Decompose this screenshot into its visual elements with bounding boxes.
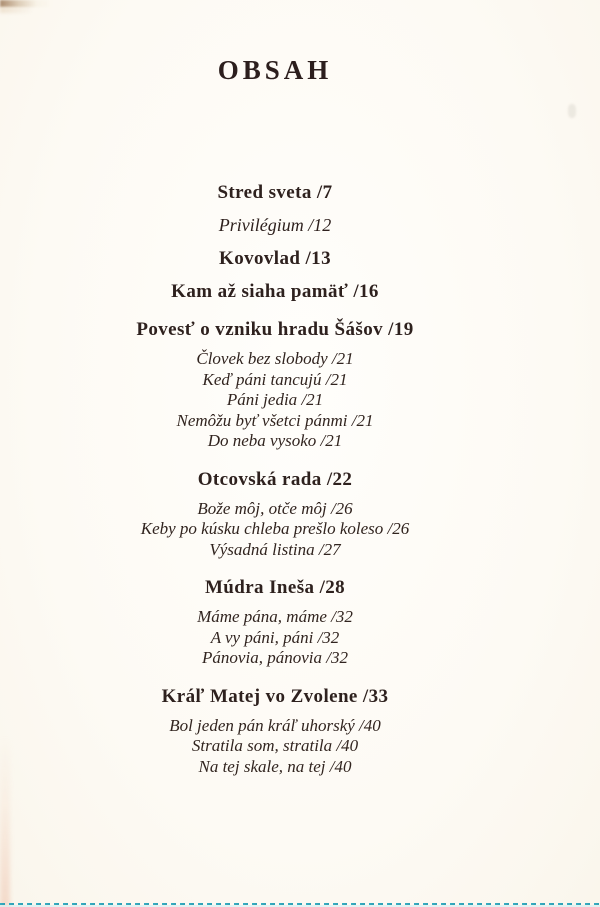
toc-sub-entry-label: Stratila som, stratila [191,736,333,755]
toc-section [0,469,575,561]
toc-sub-entry [0,716,575,737]
toc-entry-page-number: /16 [353,281,379,302]
toc-section [0,248,575,269]
toc-sub-entry-label: Nemôžu byť všetci pánmi [176,410,348,430]
toc-sub-entry-label: Na tej skale, na tej [198,756,326,776]
toc-sub-entry-label: A vy páni, páni [210,627,314,647]
toc-entry-label: Kráľ Matej vo Zvolene [161,685,358,707]
toc-sub-entry [0,607,575,628]
page-content [0,55,575,777]
toc-entry-page-number: /7 [316,182,333,203]
toc-sub-entry [0,648,575,669]
scan-smudge-top-left-faint [0,7,34,13]
toc-entry-label: Múdra Ineša [204,577,315,598]
toc-sub-entry-label: Bože môj, otče môj [197,498,327,518]
toc-section [0,182,575,203]
toc-sub-entry [0,540,575,561]
scan-edge-dashed-line [0,903,600,905]
toc-sub-entry-label: Výsadná listina [209,539,315,559]
toc-entry [0,248,575,269]
toc-entry [0,182,575,203]
toc-sub-entry-label: Pánovia, pánovia [202,648,322,667]
scan-smudge-top-left [0,0,52,7]
toc-sub-entry-page-number: /40 [336,736,359,755]
toc-sub-entry-page-number: /32 [326,648,348,667]
toc-sub-entry-page-number: /40 [329,756,352,776]
toc-entry [0,319,575,340]
toc-entry-label: Stred sveta [217,182,312,203]
toc-entry-label: Kovovlad [219,248,301,269]
toc-sub-entry [0,349,575,370]
toc-entry-label: Povesť o vzniku hradu Šášov [136,319,383,340]
table-of-contents [0,182,575,777]
toc-section [0,577,575,669]
toc-sub-entry [0,519,575,540]
toc-sub-entries [0,716,575,778]
toc-entry-page-number: /28 [319,577,346,598]
toc-entry-label: Kam až siaha pamäť [171,281,349,302]
toc-sub-entry-label: Bol jeden pán kráľ uhorský [169,715,355,735]
toc-sub-entry-label: Do neba vysoko [207,431,317,450]
toc-entry [0,577,575,598]
toc-sub-entry-page-number: /32 [317,627,340,647]
toc-sub-entry-label: Keby po kúsku chleba prešlo koleso [140,519,384,538]
toc-sub-entry-label: Páni jedia [226,390,298,409]
toc-entry-page-number: /19 [388,319,414,340]
toc-sub-entry-page-number: /21 [331,349,354,368]
toc-sub-entry-page-number: /40 [359,715,381,735]
toc-sub-entry [0,431,575,452]
toc-entry-label: Otcovská rada [197,468,322,490]
toc-sub-entry-page-number: /21 [325,369,348,389]
toc-sub-entry-page-number: /27 [318,539,341,559]
toc-entry-page-number: /13 [305,248,331,269]
toc-sub-entry [0,390,575,411]
toc-entry [0,686,575,707]
toc-entry [0,469,575,490]
toc-sub-entry-page-number: /32 [331,607,353,626]
toc-sub-entry-page-number: /21 [320,431,343,450]
toc-entry-label: Privilégium [218,215,304,235]
toc-section [0,686,575,778]
toc-entry-page-number: /12 [308,215,332,235]
toc-sub-entry [0,370,575,391]
toc-entry-page-number: /22 [326,468,353,490]
toc-sub-entry-label: Keď páni tancujú [202,369,322,389]
toc-entry [0,215,575,236]
toc-sub-entry-page-number: /26 [387,519,410,538]
toc-sub-entry-label: Máme pána, máme [197,607,327,626]
toc-sub-entry [0,736,575,757]
toc-sub-entry-page-number: /21 [351,410,374,430]
toc-section [0,215,575,236]
toc-sub-entry [0,757,575,778]
toc-sub-entry [0,499,575,520]
toc-sub-entry-label: Človek bez slobody [196,349,328,368]
toc-entry-page-number: /33 [362,685,389,707]
page-title: OBSAH [217,55,333,85]
toc-sub-entry-page-number: /21 [301,390,324,409]
toc-sub-entry [0,411,575,432]
toc-sub-entries [0,499,575,561]
toc-sub-entries [0,349,575,452]
toc-sub-entry [0,628,575,649]
toc-section [0,319,575,452]
toc-sub-entry-page-number: /26 [330,498,353,518]
toc-sub-entries [0,607,575,669]
toc-section [0,281,575,302]
toc-entry [0,281,575,302]
